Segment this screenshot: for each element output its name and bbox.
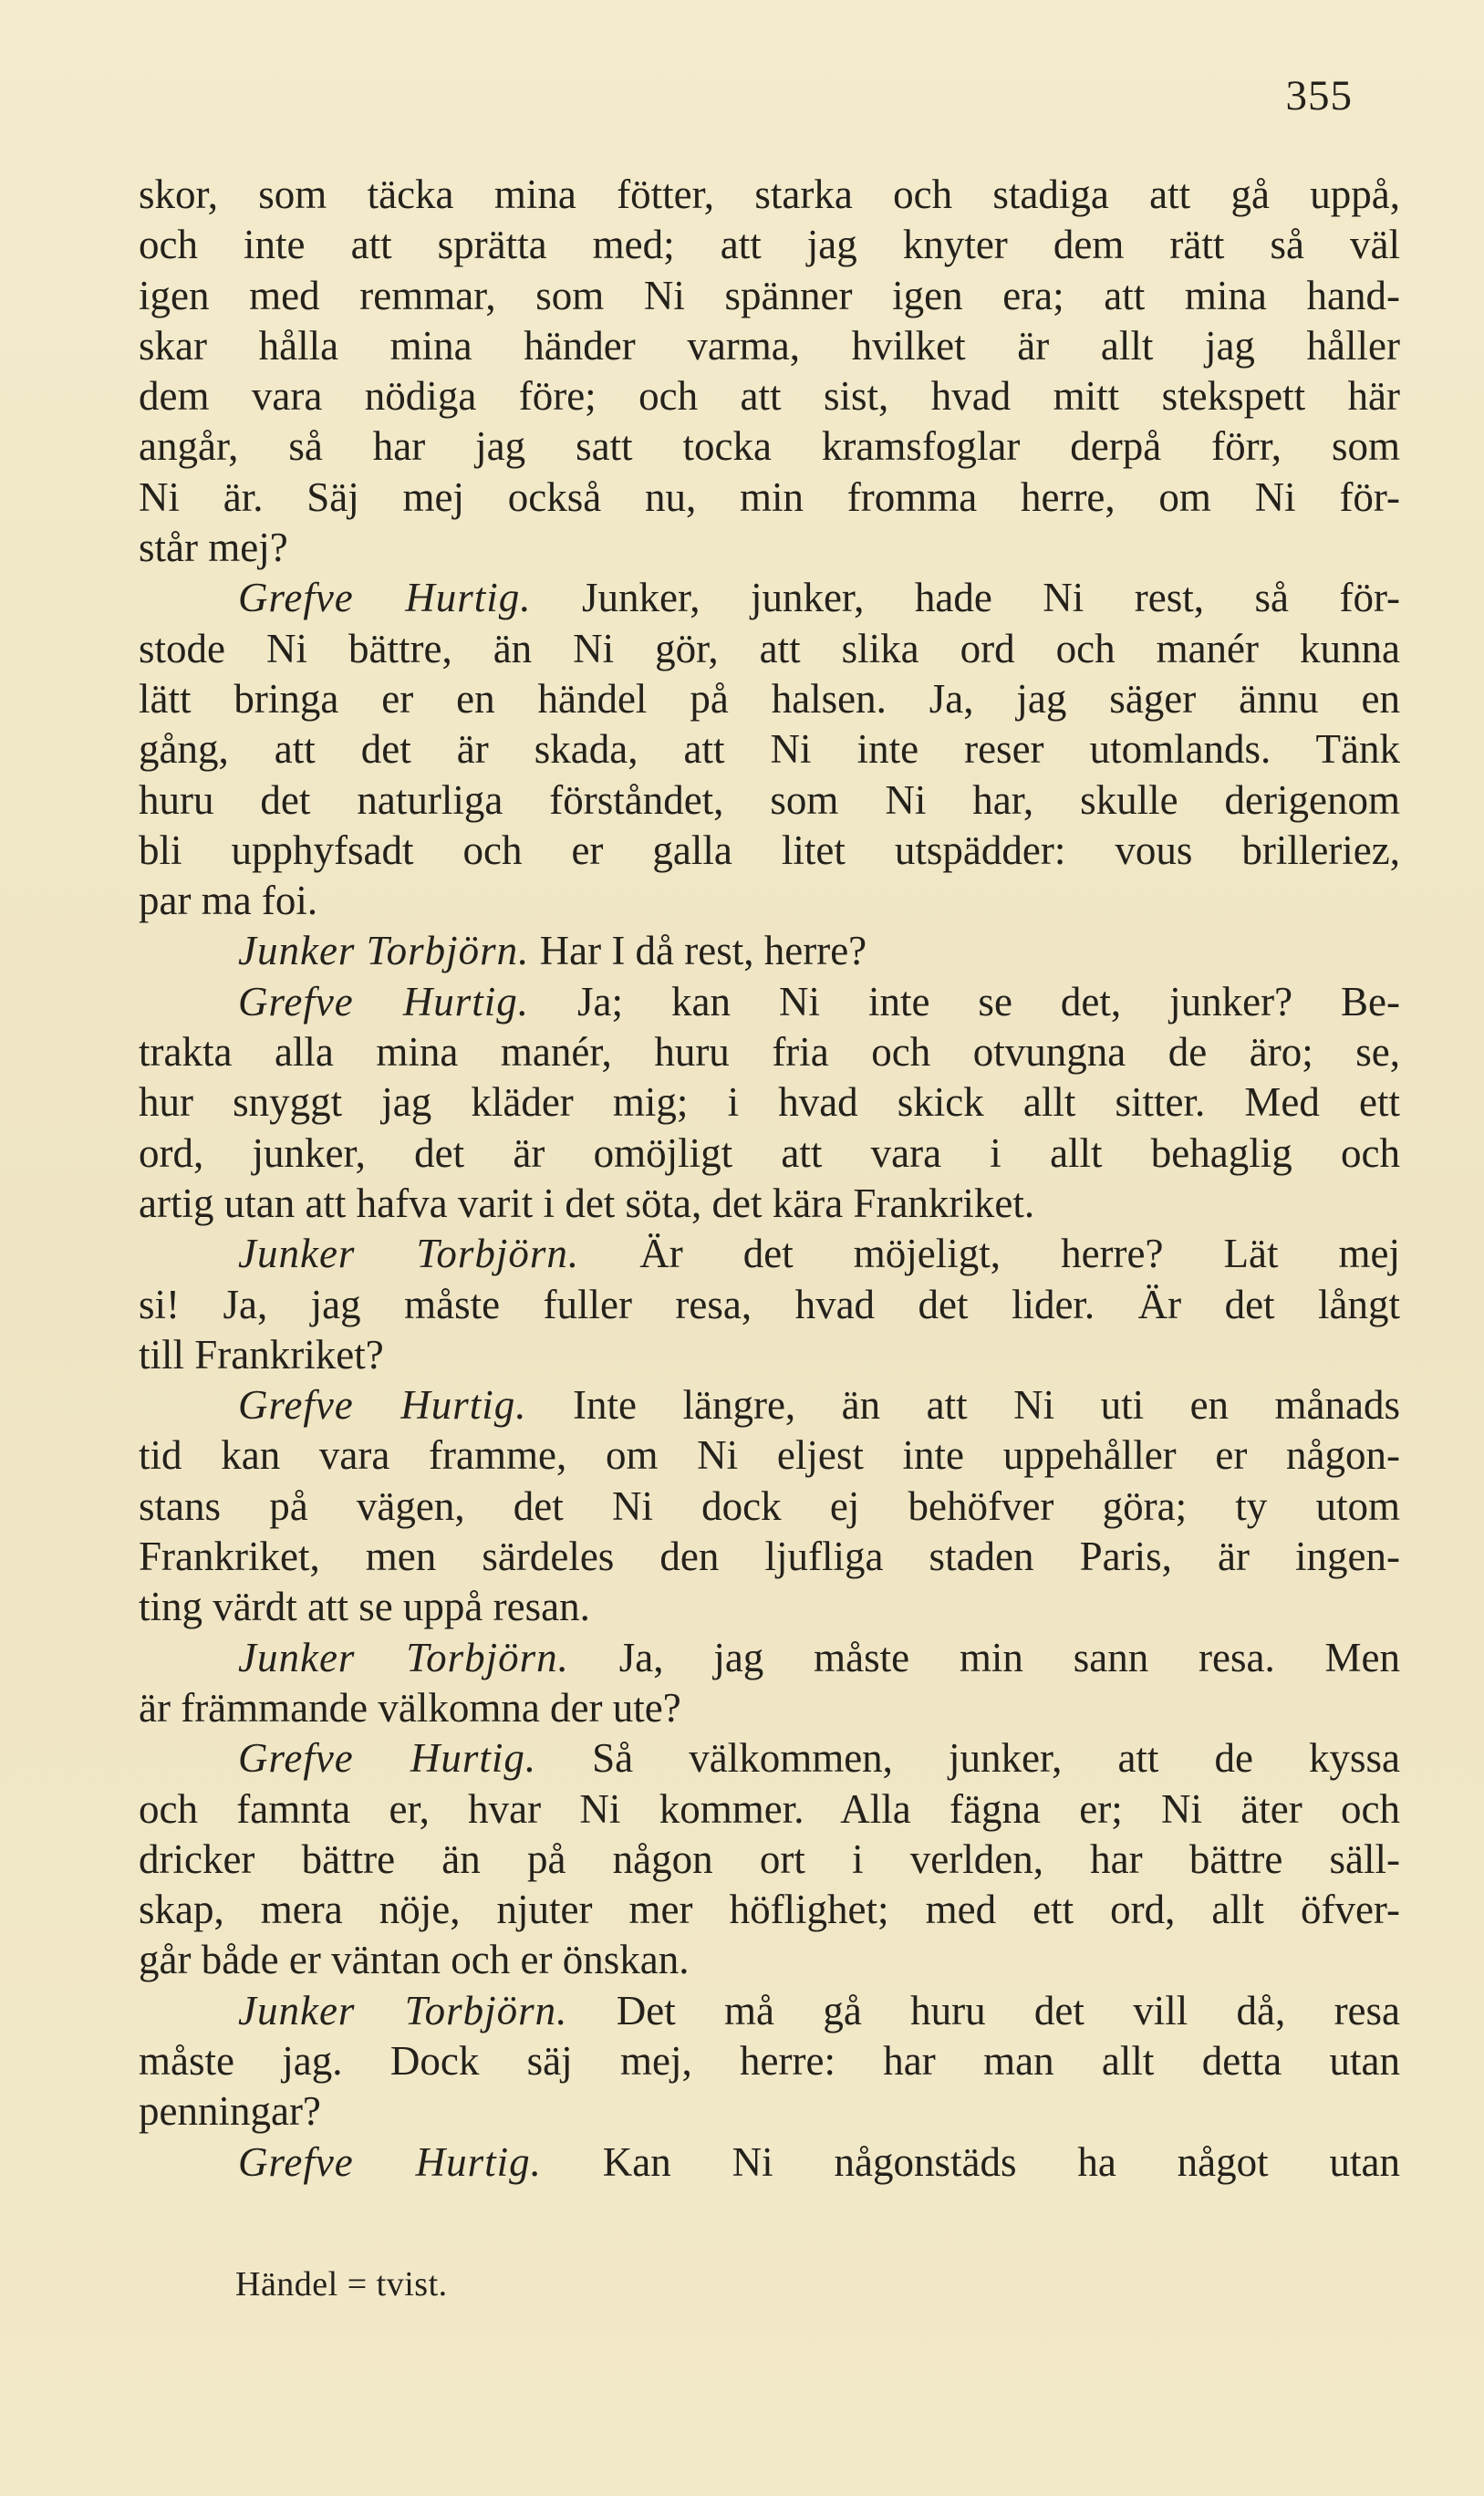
text-line xyxy=(139,1733,1400,1784)
text-line xyxy=(139,523,1400,573)
text-line xyxy=(139,674,1400,724)
text-line xyxy=(139,775,1400,826)
text-line xyxy=(139,1330,1400,1380)
speaker-name: Junker Torbjörn. xyxy=(238,1634,569,1680)
line-text: Frankriket, men särdeles den ljufliga staden Paris, är ingen- xyxy=(139,1534,1400,1580)
footnote: Händel = tvist. xyxy=(235,2265,448,2304)
text-line xyxy=(139,1280,1400,1330)
speaker-name: Junker Torbjörn. xyxy=(238,1987,568,2033)
speaker-name: Junker Torbjörn. xyxy=(238,1231,580,1277)
line-text: skor, som täcka mina fötter, starka och stadiga att gå uppå, xyxy=(139,172,1400,217)
text-line xyxy=(139,1582,1400,1632)
text-line xyxy=(139,2137,1400,2188)
line-text: skap, mera nöje, njuter mer höflighet; med ett ord, allt öfver- xyxy=(139,1887,1400,1933)
text-line xyxy=(139,1986,1400,2036)
line-text: och famnta er, hvar Ni kommer. Alla fägna er; Ni äter och xyxy=(139,1785,1400,1832)
text-line xyxy=(139,926,1400,976)
line-text: igen med remmar, som Ni spänner igen era; att mina hand- xyxy=(139,272,1400,318)
text-line xyxy=(139,724,1400,775)
line-text: si! Ja, jag måste fuller resa, hvad det lider. Är det långt xyxy=(139,1281,1400,1327)
speaker-name: Grefve Hurtig. xyxy=(238,978,530,1024)
text-line xyxy=(139,220,1400,270)
line-text: Kan Ni någonstäds ha något utan xyxy=(602,2138,1401,2185)
line-text: stans på vägen, det Ni dock ej behöfver göra; ty utom xyxy=(139,1482,1400,1529)
line-text: måste jag. Dock säj mej, herre: har man allt detta utan xyxy=(139,2037,1400,2084)
text-line xyxy=(139,1179,1400,1229)
speaker-name: Grefve Hurtig. xyxy=(238,575,532,621)
text-line xyxy=(139,2086,1400,2137)
text-line xyxy=(139,271,1400,321)
text-line xyxy=(139,1532,1400,1582)
line-text: går både er väntan och er önskan. xyxy=(139,1937,690,1983)
text-line xyxy=(139,2036,1400,2086)
line-text: Ni är. Säj mej också nu, min fromma herre, om Ni för- xyxy=(139,473,1400,520)
line-text: Är det möjeligt, herre? Lät mej xyxy=(639,1231,1401,1277)
text-line xyxy=(139,977,1400,1027)
text-line xyxy=(139,321,1400,371)
line-text: bli upphyfsadt och er galla litet utspädder: vous brilleriez, xyxy=(139,827,1400,873)
line-text: Ja, jag måste min sann resa. Men xyxy=(618,1634,1401,1680)
line-text: skar hålla mina händer varma, hvilket är allt jag håller xyxy=(139,322,1400,369)
line-text: lätt bringa er en händel på halsen. Ja, jag säger ännu en xyxy=(139,675,1400,722)
line-text: Så välkommen, junker, att de kyssa xyxy=(592,1735,1401,1782)
line-text: trakta alla mina manér, huru fria och otvungna de äro; se, xyxy=(139,1029,1400,1076)
text-line xyxy=(139,170,1400,220)
line-text: Ja; kan Ni inte se det, junker? Be- xyxy=(577,978,1401,1024)
text-line xyxy=(139,1430,1400,1481)
text-line xyxy=(139,1077,1400,1128)
line-text: huru det naturliga förståndet, som Ni har, skulle derigenom xyxy=(139,776,1400,823)
text-line xyxy=(139,473,1400,523)
line-text: till Frankriket? xyxy=(139,1331,384,1378)
line-text: står mej? xyxy=(139,525,288,571)
speaker-name: Grefve Hurtig. xyxy=(238,1382,527,1429)
line-text: hur snyggt jag kläder mig; i hvad skick allt sitter. Med ett xyxy=(139,1079,1400,1126)
speaker-name: Grefve Hurtig. xyxy=(238,2138,542,2185)
text-line xyxy=(139,1683,1400,1733)
text-line xyxy=(139,573,1400,623)
speaker-name: Grefve Hurtig. xyxy=(238,1735,537,1782)
dialogue-text xyxy=(139,170,1400,2188)
text-line xyxy=(139,1835,1400,1885)
line-text: angår, så har jag satt tocka kramsfoglar derpå förr, som xyxy=(139,423,1400,470)
line-text: penningar? xyxy=(139,2088,321,2135)
line-text: Det må gå huru det vill då, resa xyxy=(616,1987,1401,2033)
line-text: Inte längre, än att Ni uti en månads xyxy=(573,1382,1401,1429)
text-line xyxy=(139,1935,1400,1985)
text-line xyxy=(139,1482,1400,1532)
line-text: stode Ni bättre, än Ni gör, att slika ord och manér kunna xyxy=(139,625,1400,671)
text-line xyxy=(139,1380,1400,1430)
text-line xyxy=(139,1128,1400,1179)
text-line xyxy=(139,1633,1400,1683)
line-text: ting värdt att se uppå resan. xyxy=(139,1584,590,1630)
text-line xyxy=(139,1885,1400,1935)
line-text: Junker, junker, hade Ni rest, så för- xyxy=(582,575,1401,621)
line-text: ord, junker, det är omöjligt att vara i allt behaglig och xyxy=(139,1129,1400,1176)
line-text: artig utan att hafva varit i det söta, det kära Frankriket. xyxy=(139,1180,1035,1226)
text-line xyxy=(139,421,1400,472)
line-text: tid kan vara framme, om Ni eljest inte uppehåller er någon- xyxy=(139,1432,1400,1479)
text-line xyxy=(139,1784,1400,1835)
line-text: dricker bättre än på någon ort i verlden, har bättre säll- xyxy=(139,1836,1400,1882)
line-text: Har I då rest, herre? xyxy=(539,928,867,974)
line-text: och inte att sprätta med; att jag knyter dem rätt så väl xyxy=(139,222,1400,268)
line-text: gång, att det är skada, att Ni inte reser utomlands. Tänk xyxy=(139,726,1400,773)
page-number: 355 xyxy=(1285,72,1353,120)
speaker-name: Junker Torbjörn. xyxy=(238,928,530,974)
line-text: dem vara nödiga före; och att sist, hvad mitt stekspett här xyxy=(139,373,1400,420)
line-text: är främmande välkomna der ute? xyxy=(139,1684,681,1731)
text-line xyxy=(139,624,1400,674)
text-line xyxy=(139,876,1400,926)
text-line xyxy=(139,1229,1400,1279)
text-line xyxy=(139,1027,1400,1077)
text-line xyxy=(139,371,1400,421)
text-line xyxy=(139,826,1400,876)
line-text: par ma foi. xyxy=(139,878,318,924)
